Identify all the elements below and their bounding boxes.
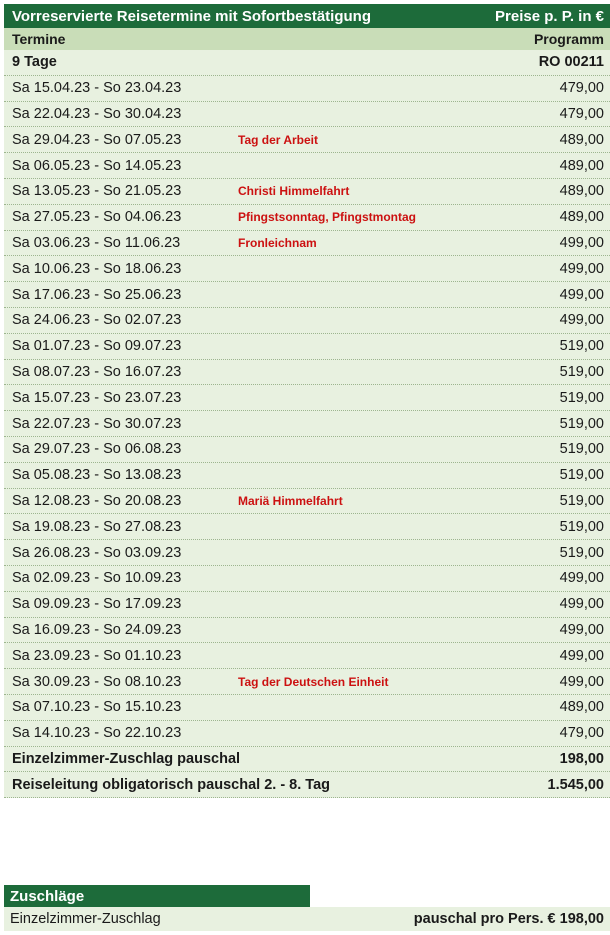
duration-label: 9 Tage — [12, 54, 57, 71]
travel-date-range: Sa 08.07.23 - So 16.07.23 — [12, 363, 182, 380]
table-row — [4, 385, 610, 411]
extra-fee-label: Einzelzimmer-Zuschlag pauschal — [12, 750, 241, 767]
travel-date-range: Sa 10.06.23 - So 18.06.23 — [12, 260, 182, 277]
price: 519,00 — [559, 467, 604, 484]
travel-dates-table — [4, 4, 610, 798]
price: 479,00 — [559, 80, 604, 97]
table-row — [4, 231, 610, 257]
table-row — [4, 643, 610, 669]
table-row — [4, 102, 610, 128]
surcharge-label: Einzelzimmer-Zuschlag — [10, 911, 161, 927]
table-row — [4, 618, 610, 644]
surcharges-title: Zuschläge — [10, 887, 85, 905]
price: 519,00 — [559, 338, 604, 355]
travel-date-range: Sa 02.09.23 - So 10.09.23 — [12, 570, 182, 587]
table-row — [4, 153, 610, 179]
table-row — [4, 489, 610, 515]
holiday-note: Mariä Himmelfahrt — [238, 493, 343, 508]
travel-date-range: Sa 14.10.23 - So 22.10.23 — [12, 725, 182, 742]
duration-row — [4, 50, 610, 76]
column-header-dates: Termine — [12, 31, 66, 47]
extra-fee-price: 198,00 — [559, 750, 604, 767]
price: 519,00 — [559, 544, 604, 561]
price: 499,00 — [559, 570, 604, 587]
travel-date-range: Sa 09.09.23 - So 17.09.23 — [12, 596, 182, 613]
program-code: RO 00211 — [538, 54, 604, 71]
holiday-note: Fronleichnam — [238, 235, 317, 250]
travel-date-range: Sa 17.06.23 - So 25.06.23 — [12, 286, 182, 303]
table-row — [4, 695, 610, 721]
travel-date-range: Sa 24.06.23 - So 02.07.23 — [12, 312, 182, 329]
price: 519,00 — [559, 389, 604, 406]
travel-date-range: Sa 30.09.23 - So 08.10.23 — [12, 673, 182, 690]
travel-date-range: Sa 22.07.23 - So 30.07.23 — [12, 415, 182, 432]
table-row — [4, 592, 610, 618]
table-title: Vorreservierte Reisetermine mit Sofortbestätigung — [12, 7, 371, 25]
table-row — [4, 360, 610, 386]
holiday-note: Christi Himmelfahrt — [238, 184, 350, 199]
table-row — [4, 721, 610, 747]
table-row — [4, 179, 610, 205]
column-header-program: Programm — [533, 31, 604, 47]
extra-fee-row — [4, 747, 610, 773]
table-row — [4, 334, 610, 360]
price: 519,00 — [559, 363, 604, 380]
price: 489,00 — [559, 209, 604, 226]
holiday-note: Pfingstsonntag, Pfingstmontag — [238, 210, 416, 225]
travel-date-range: Sa 19.08.23 - So 27.08.23 — [12, 518, 182, 535]
travel-date-range: Sa 07.10.23 - So 15.10.23 — [12, 699, 182, 716]
price: 489,00 — [559, 157, 604, 174]
price: 489,00 — [559, 131, 604, 148]
price: 499,00 — [559, 647, 604, 664]
table-title-bar — [4, 4, 610, 28]
price: 499,00 — [559, 673, 604, 690]
price: 519,00 — [559, 492, 604, 509]
travel-date-range: Sa 05.08.23 - So 13.08.23 — [12, 467, 182, 484]
travel-date-range: Sa 16.09.23 - So 24.09.23 — [12, 621, 182, 638]
travel-date-range: Sa 13.05.23 - So 21.05.23 — [12, 183, 182, 200]
travel-date-range: Sa 27.05.23 - So 04.06.23 — [12, 209, 182, 226]
table-row — [4, 308, 610, 334]
table-row — [4, 127, 610, 153]
table-row — [4, 463, 610, 489]
travel-date-range: Sa 15.07.23 - So 23.07.23 — [12, 389, 182, 406]
price: 519,00 — [559, 415, 604, 432]
table-row — [4, 282, 610, 308]
travel-date-range: Sa 01.07.23 - So 09.07.23 — [12, 338, 182, 355]
column-header — [4, 28, 610, 50]
price: 499,00 — [559, 596, 604, 613]
table-row — [4, 540, 610, 566]
price: 519,00 — [559, 518, 604, 535]
travel-date-range: Sa 22.04.23 - So 30.04.23 — [12, 105, 182, 122]
travel-date-range: Sa 12.08.23 - So 20.08.23 — [12, 492, 182, 509]
travel-date-range: Sa 29.04.23 - So 07.05.23 — [12, 131, 182, 148]
price: 499,00 — [559, 260, 604, 277]
extra-rows — [4, 747, 610, 799]
table-row — [4, 411, 610, 437]
travel-date-range: Sa 06.05.23 - So 14.05.23 — [12, 157, 182, 174]
table-row — [4, 669, 610, 695]
price: 489,00 — [559, 699, 604, 716]
date-rows — [4, 76, 610, 747]
surcharge-value: pauschal pro Pers. € 198,00 — [413, 911, 604, 927]
price: 489,00 — [559, 183, 604, 200]
price: 499,00 — [559, 312, 604, 329]
travel-date-range: Sa 29.07.23 - So 06.08.23 — [12, 441, 182, 458]
surcharges-title-bar — [4, 885, 310, 907]
table-row — [4, 256, 610, 282]
price: 519,00 — [559, 441, 604, 458]
price: 479,00 — [559, 725, 604, 742]
price-note: Preise p. P. in € — [495, 7, 604, 25]
price: 479,00 — [559, 105, 604, 122]
price: 499,00 — [559, 234, 604, 251]
holiday-note: Tag der Deutschen Einheit — [238, 674, 389, 689]
table-row — [4, 205, 610, 231]
travel-date-range: Sa 15.04.23 - So 23.04.23 — [12, 80, 182, 97]
holiday-note: Tag der Arbeit — [238, 132, 319, 147]
table-row — [4, 437, 610, 463]
extra-fee-price: 1.545,00 — [547, 776, 604, 793]
surcharge-row — [4, 907, 610, 931]
travel-date-range: Sa 03.06.23 - So 11.06.23 — [12, 234, 181, 251]
price: 499,00 — [559, 621, 604, 638]
table-row — [4, 514, 610, 540]
extra-fee-label: Reiseleitung obligatorisch pauschal 2. - 8. Tag — [12, 776, 330, 793]
travel-date-range: Sa 23.09.23 - So 01.10.23 — [12, 647, 182, 664]
travel-date-range: Sa 26.08.23 - So 03.09.23 — [12, 544, 182, 561]
price: 499,00 — [559, 286, 604, 303]
extra-fee-row — [4, 772, 610, 798]
table-row — [4, 76, 610, 102]
table-row — [4, 566, 610, 592]
